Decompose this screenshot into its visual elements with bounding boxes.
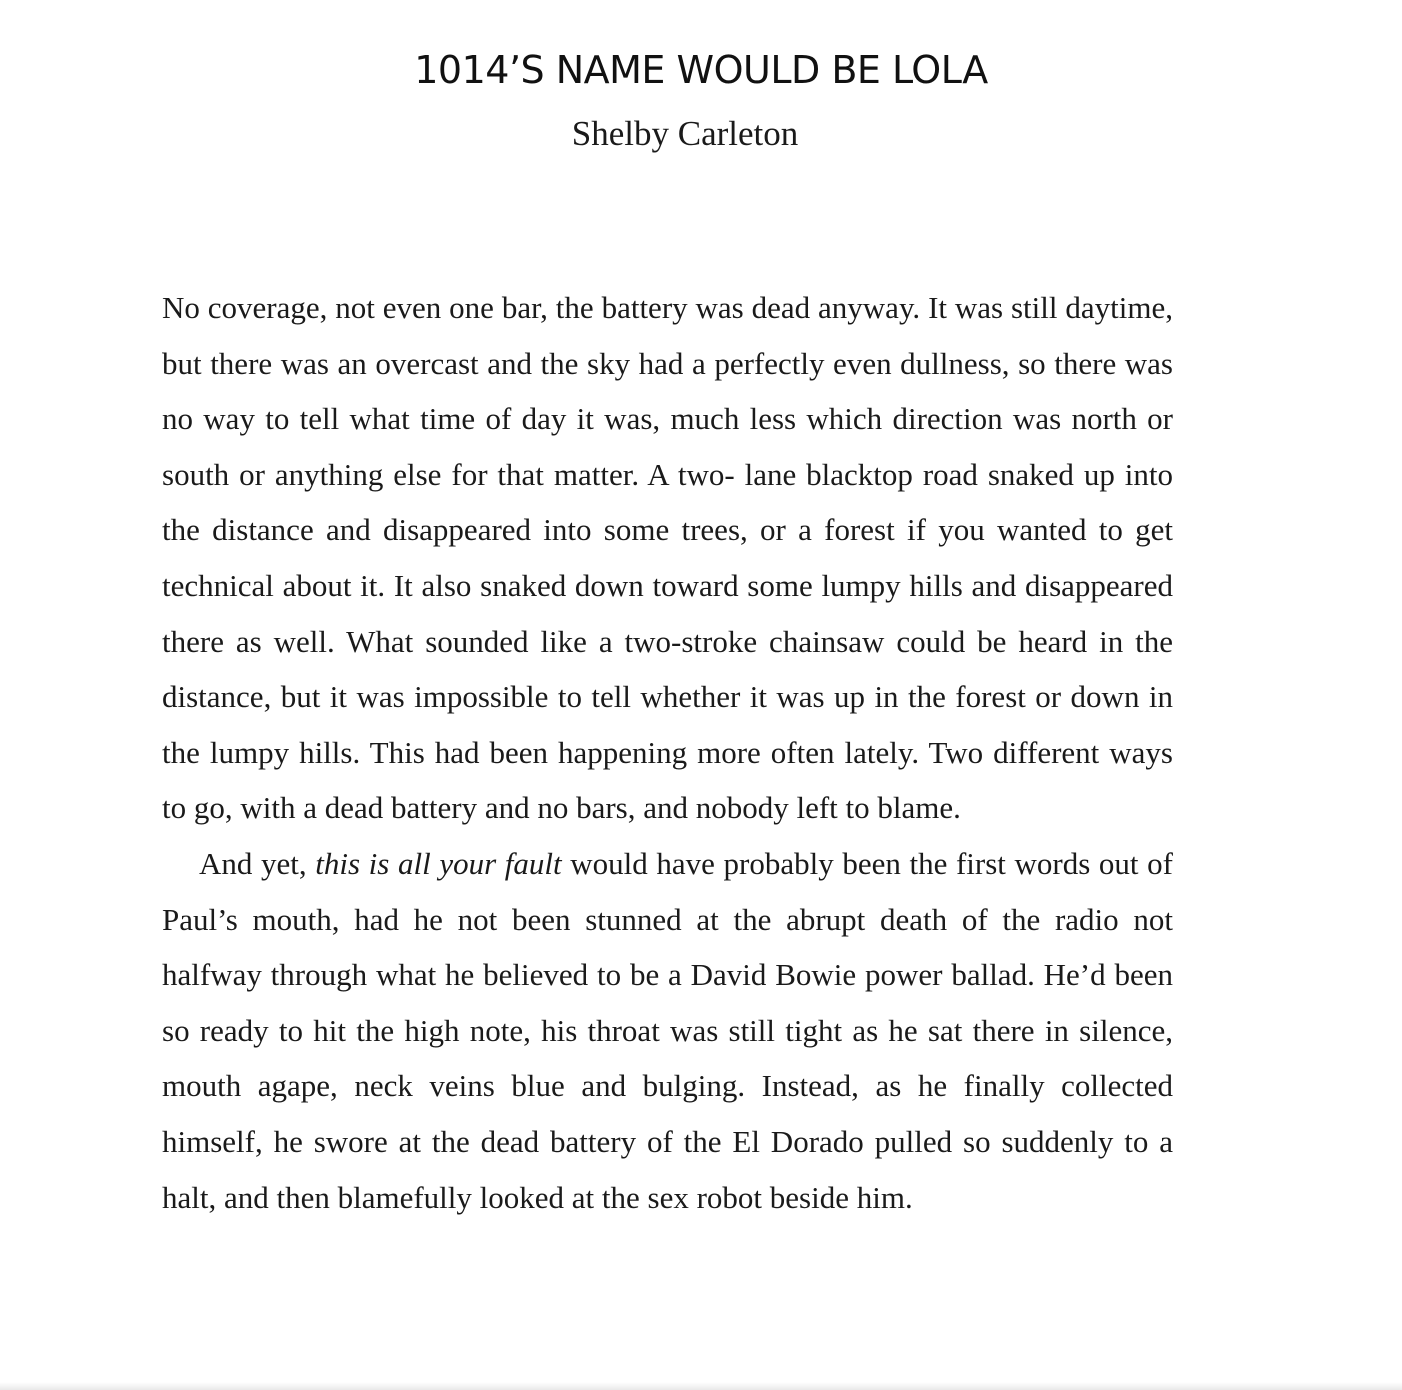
- page-bottom-edge: [0, 1382, 1402, 1390]
- paragraph-2: [162, 836, 1173, 1225]
- paragraph-1: [162, 280, 1173, 836]
- story-body: [162, 280, 1173, 1225]
- author-name: Shelby Carleton: [571, 114, 799, 153]
- paragraph-2-text-start: And yet,: [199, 845, 316, 881]
- story-title: 1014’S NAME WOULD BE LOLA: [414, 48, 988, 92]
- paragraph-2-italic-phrase: this is all your fault: [315, 845, 562, 881]
- paragraph-1-text: No coverage, not even one bar, the battery was dead anyway. It was still daytime, but there was an overcast and the sky had a perfectly even dullness, so there was no way to tell what time of day it was, much less which direction was north or south or anything else for that matter. A two- lane blacktop road snaked up into the distance and disappeared into some trees, or a forest if you wanted to get technical about it. It also snaked down toward some lumpy hills and disappeared there as well. What sounded like a two-stroke chainsaw could be heard in the distance, but it was impossible to tell whether it was up in the forest or down in the lumpy hills. This had been happening more often lately. Two different ways to go, with a dead battery and no bars, and nobody left to blame.: [162, 290, 1173, 826]
- paragraph-2-text-end: would have probably been the first words out of Paul’s mouth, had he not been stunned at the abrupt death of the radio not halfway through what he believed to be a David Bowie power ballad. He’d been so ready to hit the high note, his throat was still tight as he sat there in silence, mouth agape, neck veins blue and bulging. Instead, as he finally collected himself, he swore at the dead battery of the El Dorado pulled so suddenly to a halt, and then blamefully looked at the sex robot beside him.: [162, 845, 1173, 1215]
